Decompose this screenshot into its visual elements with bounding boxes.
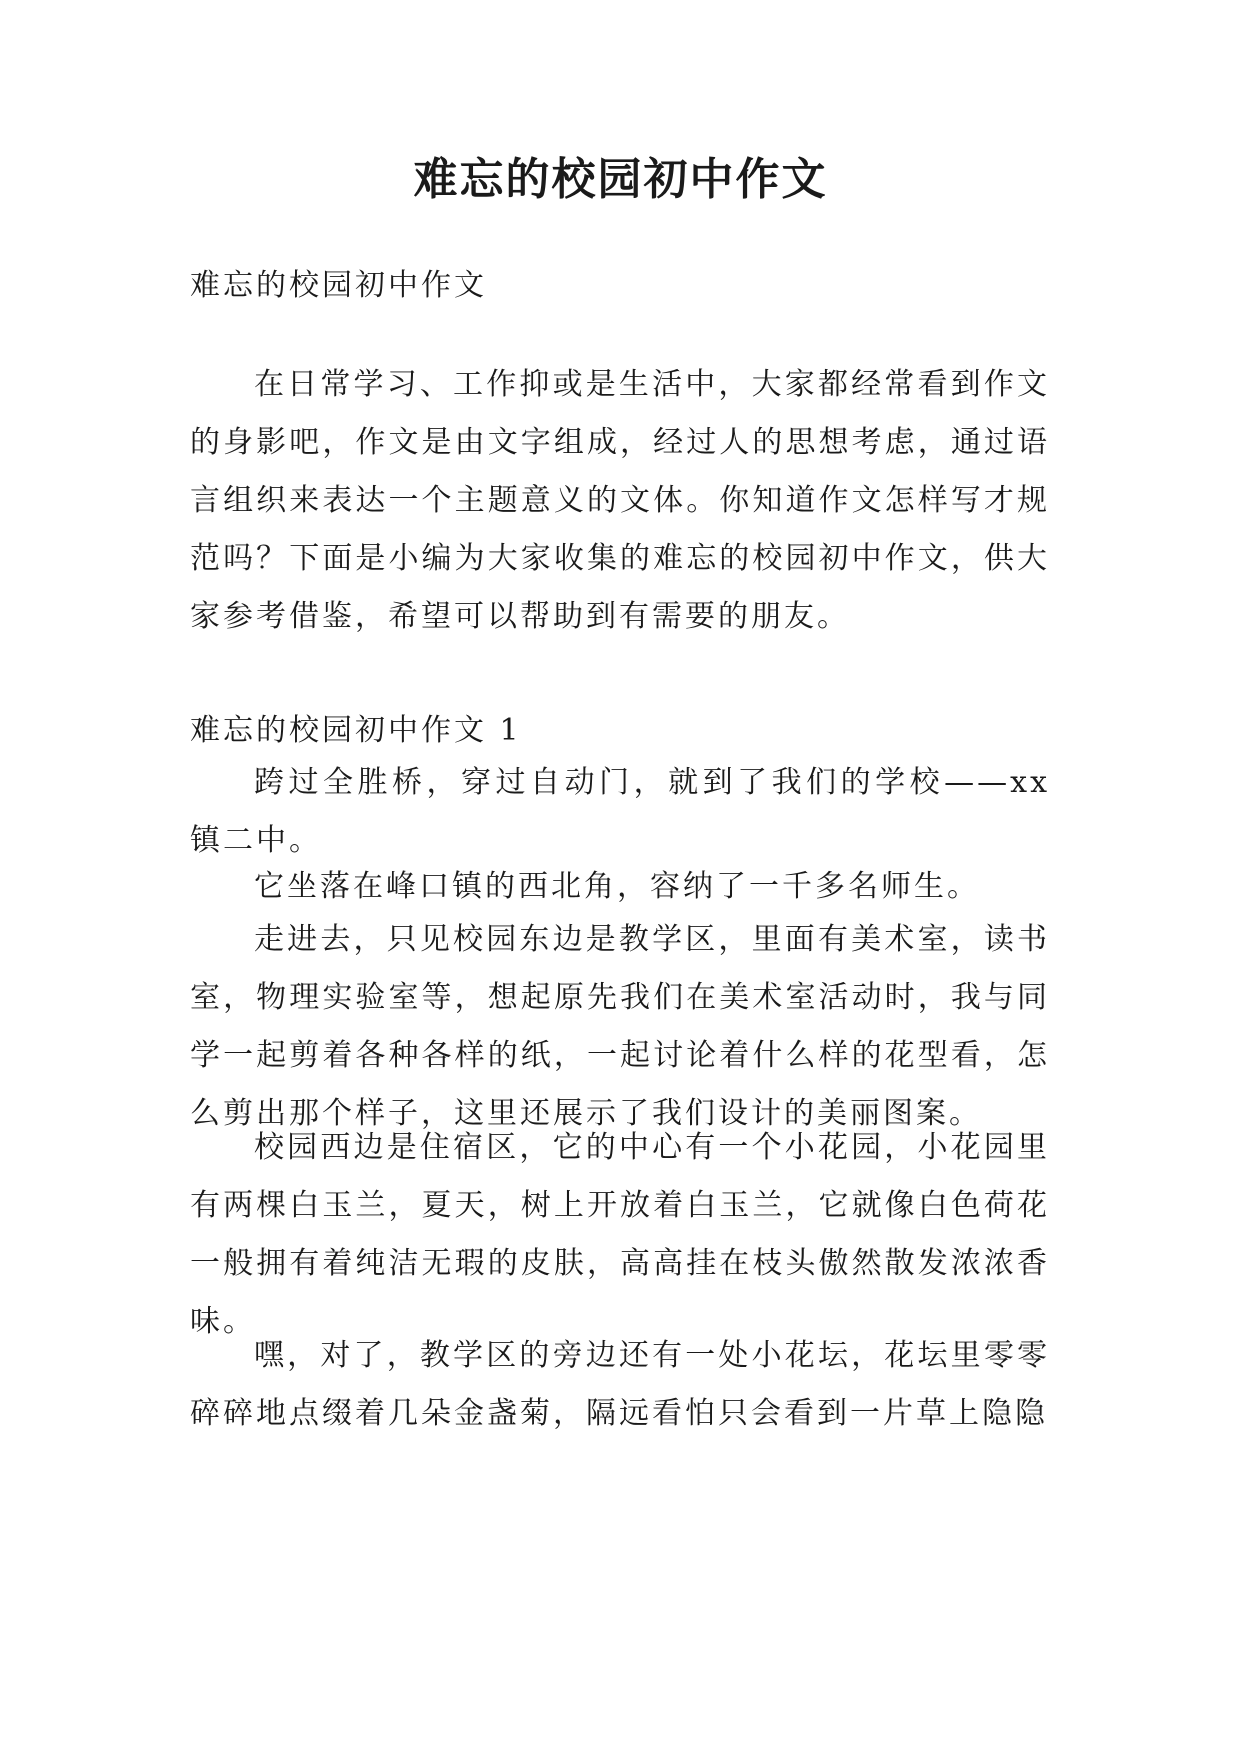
document-subtitle: 难忘的校园初中作文 bbox=[190, 268, 487, 303]
body-paragraph-1: 跨过全胜桥，穿过自动门，就到了我们的学校——xx 镇二中。 bbox=[190, 765, 1050, 858]
body-paragraph-2: 它坐落在峰口镇的西北角，容纳了一千多名师生。 bbox=[254, 869, 980, 904]
body-paragraph-3: 走进去，只见校园东边是教学区，里面有美术室，读书室，物理实验室等，想起原先我们在美术室活动时，我与同学一起剪着各种各样的纸，一起讨论着什么样的花型看，怎么剪出那个样子，这里还展示了我们设计的美丽图案。 bbox=[190, 922, 1050, 1131]
section-heading: 难忘的校园初中作文 1 bbox=[190, 713, 522, 748]
body-paragraph-4: 校园西边是住宿区，它的中心有一个小花园，小花园里有两棵白玉兰，夏天，树上开放着白玉兰，它就像白色荷花一般拥有着纯洁无瑕的皮肤，高高挂在枝头傲然散发浓浓香味。 bbox=[190, 1130, 1050, 1339]
document-title: 难忘的校园初中作文 bbox=[413, 154, 828, 205]
intro-paragraph: 在日常学习、工作抑或是生活中，大家都经常看到作文的身影吧，作文是由文字组成，经过人的思想考虑，通过语言组织来表达一个主题意义的文体。你知道作文怎样写才规范吗？下面是小编为大家收集的难忘的校园初中作文，供大家参考借鉴，希望可以帮助到有需要的朋友。 bbox=[190, 367, 1050, 634]
body-paragraph-5: 嘿，对了，教学区的旁边还有一处小花坛，花坛里零零碎碎地点缀着几朵金盏菊，隔远看怕只会看到一片草上隐隐 bbox=[190, 1338, 1050, 1431]
